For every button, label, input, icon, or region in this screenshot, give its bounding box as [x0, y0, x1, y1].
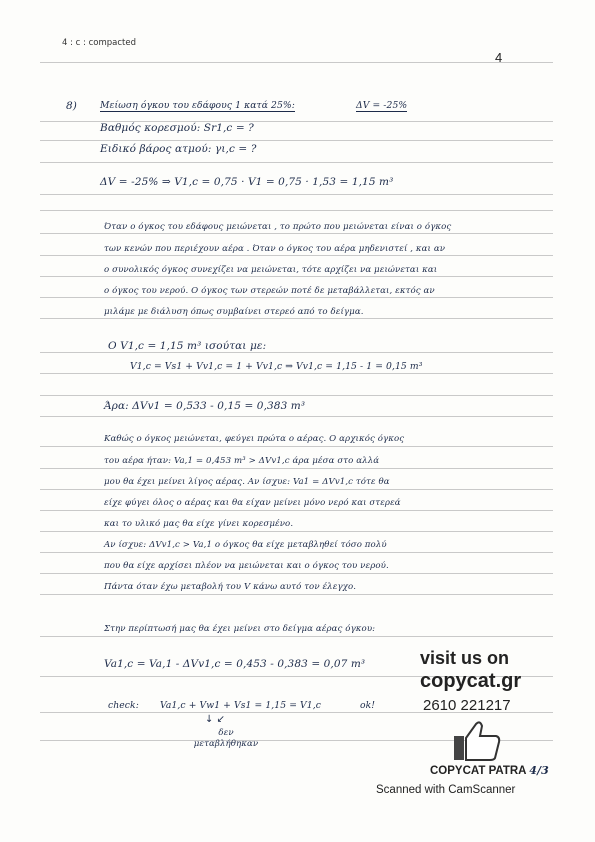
calc-void-volume: V1,c = Vs1 + Vv1,c = 1 + Vv1,c ⇒ Vv1,c = 1,15 - 1 = 0,15 m³ [130, 361, 423, 372]
problem-number: 8) [66, 100, 77, 112]
paragraph-2-line: Αν ίσχυε: ΔVv1,c > Va,1 ο όγκος θα είχε μεταβληθεί τόσο πολύ [104, 540, 387, 550]
ruled-line [40, 446, 553, 447]
ruled-line [40, 194, 553, 195]
scanner-footer: Scanned with CamScanner [376, 784, 516, 796]
ruled-line [40, 510, 553, 511]
ruled-line [40, 489, 553, 490]
ruled-line [40, 573, 553, 574]
ruled-line [40, 416, 553, 417]
arrow-down-icon: ↓ ↙ [205, 714, 225, 725]
ruled-line [40, 636, 553, 637]
calc-void-volume-intro: Ο V1,c = 1,15 m³ ισούται με: [108, 340, 267, 352]
ruled-line [40, 395, 553, 396]
advert-brand-text: COPYCAT PATRA [430, 765, 527, 777]
calc-volume-reduction: ΔV = -25% ⇒ V1,c = 0,75 · V1 = 0,75 · 1,53 = 1,15 m³ [100, 176, 394, 188]
paragraph-1-line: ο όγκος του νερού. Ο όγκος των στερεών ποτέ δε μεταβάλλεται, εκτός αν [104, 286, 435, 296]
paragraph-1-line: ο συνολικός όγκος συνεχίζει να μειώνεται, τότε αρχίζει να μειώνεται και [104, 265, 438, 275]
advert-line-2: copycat.gr [420, 670, 522, 692]
ruled-line [40, 255, 553, 256]
ruled-line [40, 594, 553, 595]
paragraph-2-line: μου θα έχει μείνει λίγος αέρας. Αν ίσχυε: Va1 = ΔVv1,c τότε θα [104, 477, 390, 487]
problem-line-1: Μείωση όγκου του εδάφους 1 κατά 25%: [100, 100, 295, 111]
check-label: check: [108, 700, 139, 711]
paragraph-1-line: Όταν ο όγκος του εδάφους μειώνεται , το πρώτο που μειώνεται είναι ο όγκος [104, 222, 452, 232]
ruled-line [40, 373, 553, 374]
ruled-line [40, 552, 553, 553]
ruled-line [40, 352, 553, 353]
problem-line-3: Ειδικό βάρος ατμού: γι,c = ? [100, 143, 257, 155]
check-expression: Va1,c + Vw1 + Vs1 = 1,15 = V1,c [160, 700, 321, 711]
ruled-line [40, 276, 553, 277]
conclusion-line: Στην περίπτωσή μας θα έχει μείνει στο δείγμα αέρας όγκου: [104, 624, 376, 634]
paragraph-1-line: των κενών που περιέχουν αέρα . Όταν ο όγκος του αέρα μηδενιστεί , και αν [104, 244, 446, 254]
calc-delta-void: Άρα: ΔVv1 = 0,533 - 0,15 = 0,383 m³ [104, 400, 306, 412]
thumbs-up-icon [452, 718, 502, 762]
paragraph-2-line: Καθώς ο όγκος μειώνεται, φεύγει πρώτα ο αέρας. Ο αρχικός όγκος [104, 434, 405, 444]
ruled-line [40, 233, 553, 234]
header-note: 4 : c : compacted [62, 38, 137, 48]
ruled-line [40, 297, 553, 298]
advert-brand [430, 764, 549, 777]
advert-phone: 2610 221217 [423, 697, 511, 714]
ruled-line [40, 468, 553, 469]
paragraph-2-line: και το υλικό μας θα είχε γίνει κορεσμένο. [104, 519, 294, 529]
advert-page-mark: 4/3 [529, 764, 549, 777]
page-number: 4 [495, 50, 503, 65]
ruled-line [40, 140, 553, 141]
check-ok: ok! [360, 700, 376, 711]
calc-air-volume: Va1,c = Va,1 - ΔVv1,c = 0,453 - 0,383 = 0,07 m³ [104, 658, 366, 670]
check-note: δεν μεταβλήθηκαν [193, 728, 259, 749]
problem-delta: ΔV = -25% [356, 100, 408, 111]
paragraph-2-line: του αέρα ήταν: Va,1 = 0,453 m³ > ΔVv1,c άρα μέσα στο αλλά [104, 456, 380, 466]
paragraph-2-line: Πάντα όταν έχω μεταβολή του V κάνω αυτό τον έλεγχο. [104, 582, 357, 592]
ruled-line [40, 162, 553, 163]
advert-line-1: visit us on [420, 648, 510, 668]
problem-line-2: Βαθμός κορεσμού: Sr1,c = ? [100, 122, 254, 134]
paragraph-1-line: μιλάμε με διάλυση όπως συμβαίνει στερεό από το δείγμα. [104, 307, 364, 317]
ruled-line [40, 531, 553, 532]
ruled-line [40, 62, 553, 63]
paragraph-2-line: είχε φύγει όλος ο αέρας και θα είχαν μείνει μόνο νερό και στερεά [104, 498, 401, 508]
ruled-line [40, 210, 553, 211]
paragraph-2-line: που θα είχε αρχίσει πλέον να μειώνεται και ο όγκος του νερού. [104, 561, 389, 571]
ruled-line [40, 318, 553, 319]
